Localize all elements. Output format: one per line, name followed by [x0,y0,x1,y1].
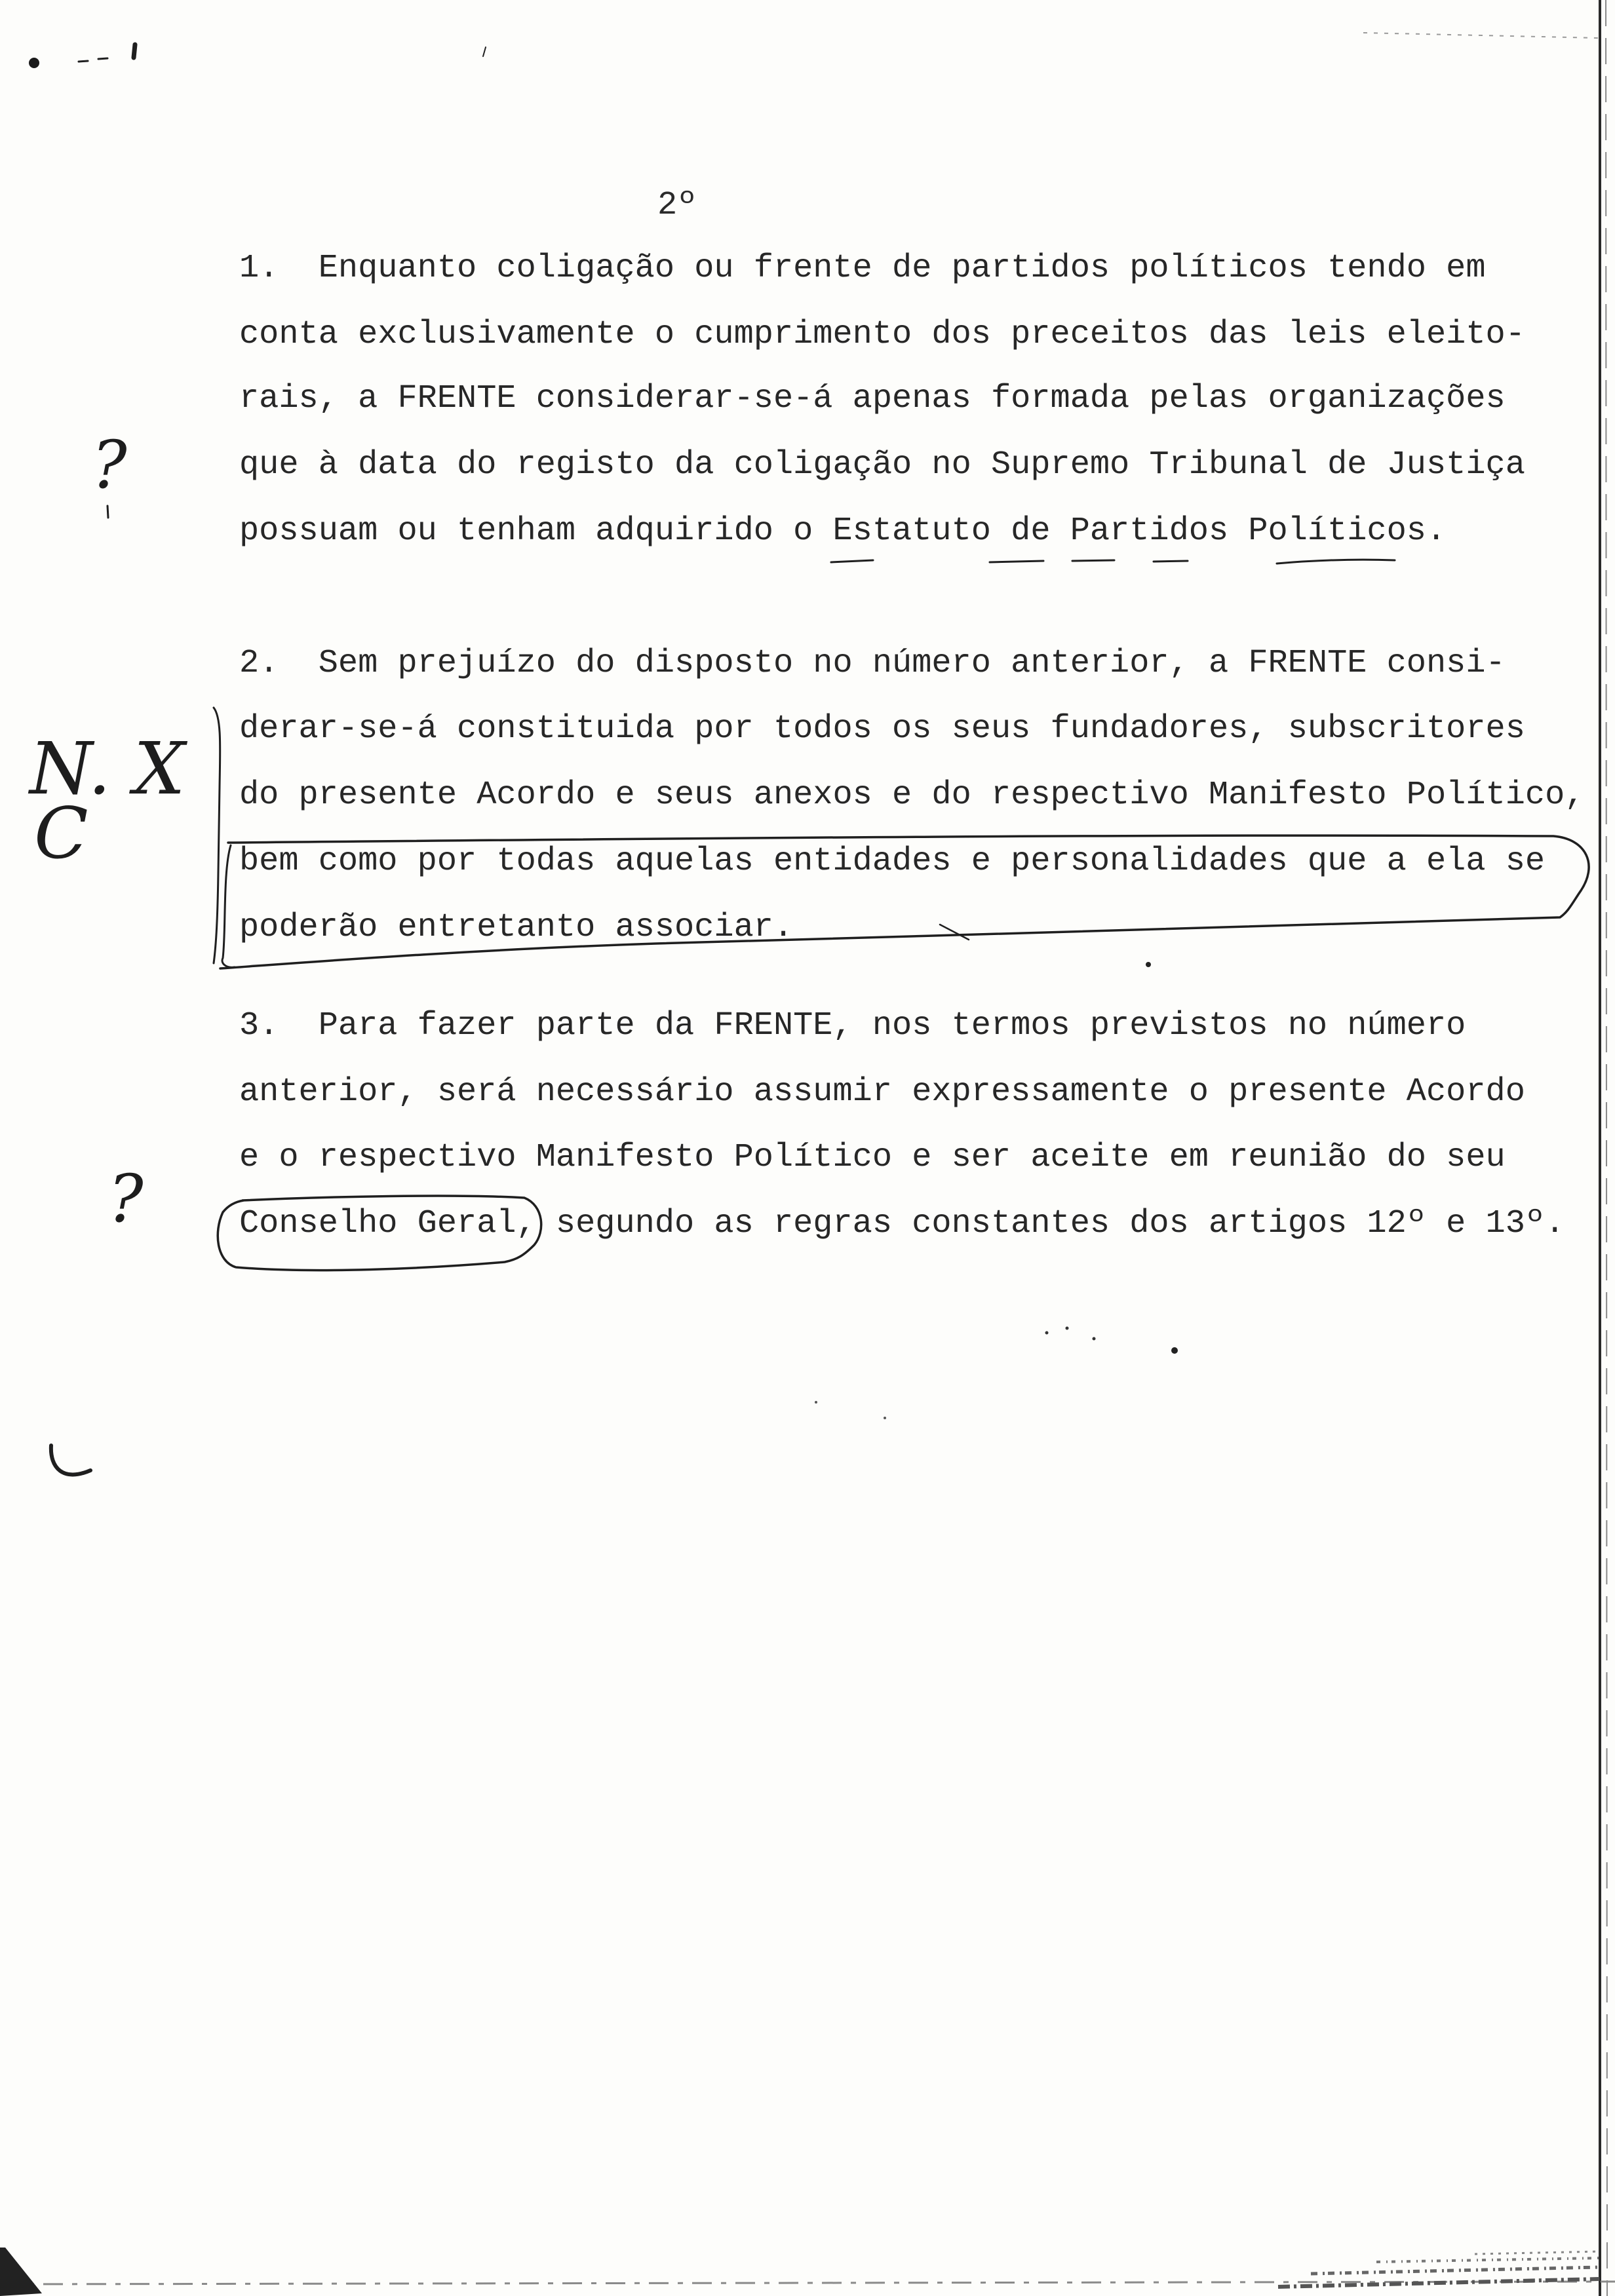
underline-stroke [1277,560,1395,564]
scan-noise-stroke [1376,2258,1599,2262]
page-edge-bottom [0,2282,1615,2284]
scan-noise-stroke [1475,2251,1599,2254]
stray-slash [940,925,969,940]
paragraph-3-line-1: 3. Para fazer parte da FRENTE, nos termos previstos no número [239,1007,1466,1044]
paragraph-1-line-1: 1. Enquanto coligação ou frente de partidos políticos tendo em [239,250,1486,287]
loop-left-stroke [222,845,235,967]
scan-tick [134,45,135,58]
underline-stroke [1072,560,1114,561]
underline-stroke [990,561,1043,562]
handwritten-note-line-2: C [34,793,88,875]
stray-dot [1045,1331,1049,1335]
underline-estatuto [831,560,1395,564]
paragraph-2-line-3: do presente Acordo e seus anexos e do respectivo Manifesto Político, [239,776,1585,814]
scan-dash [79,61,88,62]
stray-dot [1093,1337,1096,1341]
page-edge-right-shadow [1606,0,1607,2296]
scan-noise-stroke [1311,2267,1599,2274]
page-number: 2º [657,187,697,224]
paragraph-3-line-2: anterior, será necessário assumir expressamente o presente Acordo [239,1073,1525,1111]
handwritten-note-line-1: N. X [29,727,185,811]
paragraph-2-line-4: bem como por todas aquelas entidades e personalidades que a ela se [239,843,1546,880]
paragraph-2-line-1: 2. Sem prejuízo do disposto no número anterior, a FRENTE consi- [239,645,1506,682]
paragraph-2-line-2: derar-se-á constituida por todos os seus fundadores, subscritores [239,710,1525,748]
scan-dot [29,58,39,68]
scan-dash [98,58,107,59]
scan-tick [483,47,486,56]
paragraph-3-line-4: Conselho Geral, segundo as regras constantes dos artigos 12º e 13º. [239,1205,1565,1242]
underline-stroke [1154,561,1188,562]
paragraph-1-line-2: conta exclusivamente o cumprimento dos preceitos das leis eleito- [239,316,1525,353]
scan-corner-bottom-left [0,2248,42,2296]
handwritten-question-mark-bottom: ? [108,1160,144,1237]
underline-stroke [831,560,873,562]
margin-tick [107,506,108,518]
scan-edge-dotted [1363,33,1599,38]
stray-dot [815,1401,817,1404]
margin-curve-mark [51,1445,90,1474]
paragraph-2-line-5: poderão entretanto associar. [239,909,794,946]
stray-dot [1171,1347,1178,1354]
paragraph-3-line-3: e o respectivo Manifesto Político e ser aceite em reunião do seu [239,1139,1506,1176]
paragraph-1-line-4: que à data do registo da coligação no Supremo Tribunal de Justiça [239,446,1525,484]
paragraph-1-line-3: rais, a FRENTE considerar-se-á apenas formada pelas organizações [239,380,1506,417]
scan-noise-stroke [1278,2279,1599,2287]
stray-dot [1146,962,1151,967]
margin-bracket [214,708,220,963]
scan-noise-bottom-right [1278,2251,1599,2287]
stray-dot [1066,1327,1069,1330]
paragraph-1-line-5: possuam ou tenham adquirido o Estatuto de Partidos Políticos. [239,512,1447,550]
handwritten-question-mark-top: ? [92,427,127,503]
stray-dot [884,1417,886,1419]
